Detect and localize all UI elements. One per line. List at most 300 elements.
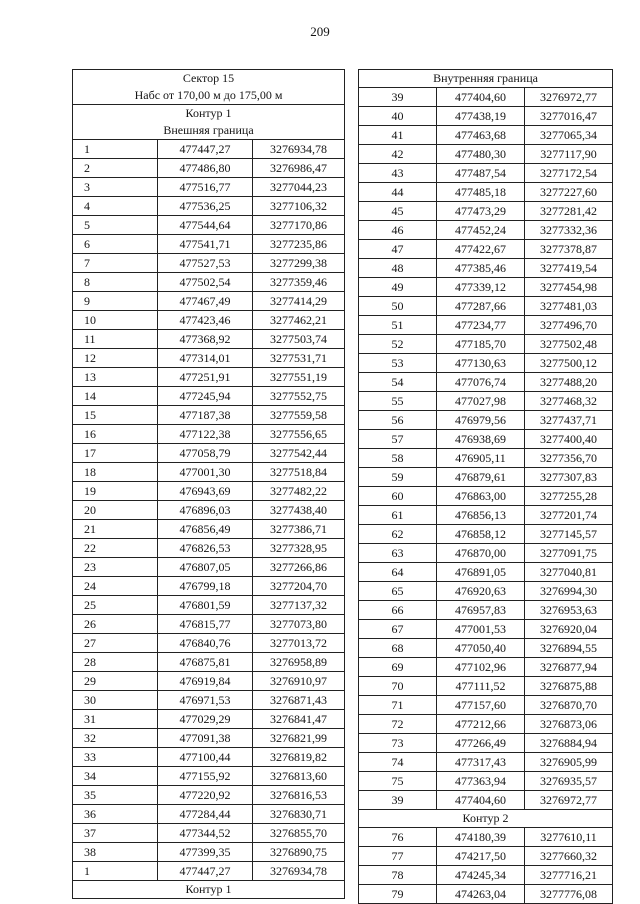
point-number-cell: 15 [73, 406, 158, 425]
x-coordinate-cell: 477463,68 [437, 126, 525, 145]
y-coordinate-cell: 3277227,60 [525, 183, 613, 202]
x-coordinate-cell: 476879,61 [437, 468, 525, 487]
x-coordinate-cell: 476920,63 [437, 582, 525, 601]
y-coordinate-cell: 3277552,75 [253, 387, 345, 406]
y-coordinate-cell: 3277481,03 [525, 297, 613, 316]
point-number-cell: 5 [73, 216, 158, 235]
table-row [359, 639, 613, 658]
point-number-cell: 46 [359, 221, 437, 240]
inner-boundary-header: Внутренняя граница [359, 70, 613, 88]
y-coordinate-cell: 3277503,74 [253, 330, 345, 349]
table-row [359, 126, 613, 145]
x-coordinate-cell: 477212,66 [437, 715, 525, 734]
y-coordinate-cell: 3276890,75 [253, 843, 345, 862]
x-coordinate-cell: 477485,18 [437, 183, 525, 202]
y-coordinate-cell: 3277356,70 [525, 449, 613, 468]
x-coordinate-cell: 477422,67 [437, 240, 525, 259]
coordinates-table-right [358, 69, 613, 904]
x-coordinate-cell: 477027,98 [437, 392, 525, 411]
table-row [359, 525, 613, 544]
x-coordinate-cell: 477284,44 [158, 805, 253, 824]
point-number-cell: 42 [359, 145, 437, 164]
point-number-cell: 65 [359, 582, 437, 601]
y-coordinate-cell: 3277013,72 [253, 634, 345, 653]
x-coordinate-cell: 477091,38 [158, 729, 253, 748]
point-number-cell: 17 [73, 444, 158, 463]
x-coordinate-cell: 477001,53 [437, 620, 525, 639]
x-coordinate-cell: 477447,27 [158, 862, 253, 881]
point-number-cell: 12 [73, 349, 158, 368]
point-number-cell: 30 [73, 691, 158, 710]
x-coordinate-cell: 476856,13 [437, 506, 525, 525]
point-number-cell: 23 [73, 558, 158, 577]
y-coordinate-cell: 3276894,55 [525, 639, 613, 658]
table-row [359, 658, 613, 677]
x-coordinate-cell: 477438,19 [437, 107, 525, 126]
point-number-cell: 58 [359, 449, 437, 468]
y-coordinate-cell: 3277332,36 [525, 221, 613, 240]
point-number-cell: 18 [73, 463, 158, 482]
table-row [359, 278, 613, 297]
table-row [73, 672, 345, 691]
point-number-cell: 55 [359, 392, 437, 411]
y-coordinate-cell: 3277266,86 [253, 558, 345, 577]
point-number-cell: 38 [73, 843, 158, 862]
x-coordinate-cell: 477234,77 [437, 316, 525, 335]
point-number-cell: 60 [359, 487, 437, 506]
table-row [73, 197, 345, 216]
table-row [359, 506, 613, 525]
point-number-cell: 40 [359, 107, 437, 126]
point-number-cell: 57 [359, 430, 437, 449]
table-row [73, 767, 345, 786]
point-number-cell: 45 [359, 202, 437, 221]
point-number-cell: 14 [73, 387, 158, 406]
table-row [73, 634, 345, 653]
table-row [359, 183, 613, 202]
table-row [73, 311, 345, 330]
table-row [73, 786, 345, 805]
table-row [73, 729, 345, 748]
table-row [73, 368, 345, 387]
y-coordinate-cell: 3276816,53 [253, 786, 345, 805]
y-coordinate-cell: 3277299,38 [253, 254, 345, 273]
point-number-cell: 9 [73, 292, 158, 311]
contour-footer-row [73, 881, 345, 899]
y-coordinate-cell: 3277414,29 [253, 292, 345, 311]
x-coordinate-cell: 476979,56 [437, 411, 525, 430]
x-coordinate-cell: 477157,60 [437, 696, 525, 715]
y-coordinate-cell: 3276958,89 [253, 653, 345, 672]
y-coordinate-cell: 3277201,74 [525, 506, 613, 525]
point-number-cell: 54 [359, 373, 437, 392]
point-number-cell: 68 [359, 639, 437, 658]
table-row [73, 216, 345, 235]
table-row [359, 316, 613, 335]
table-row [359, 563, 613, 582]
y-coordinate-cell: 3277106,32 [253, 197, 345, 216]
y-coordinate-cell: 3277400,40 [525, 430, 613, 449]
y-coordinate-cell: 3276841,47 [253, 710, 345, 729]
x-coordinate-cell: 477480,30 [437, 145, 525, 164]
x-coordinate-cell: 477502,54 [158, 273, 253, 292]
table-row [73, 235, 345, 254]
table-row [73, 330, 345, 349]
point-number-cell: 59 [359, 468, 437, 487]
point-number-cell: 20 [73, 501, 158, 520]
table-row [73, 520, 345, 539]
x-coordinate-cell: 477473,29 [437, 202, 525, 221]
point-number-cell: 39 [359, 791, 437, 810]
coordinates-table-left [72, 69, 345, 899]
table-row [73, 387, 345, 406]
y-coordinate-cell: 3277610,11 [525, 828, 613, 847]
sector-header-cell [73, 70, 345, 105]
x-coordinate-cell: 477404,60 [437, 88, 525, 107]
y-coordinate-cell: 3277531,71 [253, 349, 345, 368]
table-row [359, 828, 613, 847]
sector-range: Набс от 170,00 м до 175,00 м [134, 88, 283, 102]
x-coordinate-cell: 477122,38 [158, 425, 253, 444]
table-row [359, 620, 613, 639]
x-coordinate-cell: 476840,76 [158, 634, 253, 653]
x-coordinate-cell: 477155,92 [158, 767, 253, 786]
table-row [73, 425, 345, 444]
x-coordinate-cell: 476905,11 [437, 449, 525, 468]
table-row [73, 178, 345, 197]
point-number-cell: 76 [359, 828, 437, 847]
y-coordinate-cell: 3277091,75 [525, 544, 613, 563]
y-coordinate-cell: 3277716,21 [525, 866, 613, 885]
table-row [359, 430, 613, 449]
point-number-cell: 32 [73, 729, 158, 748]
point-number-cell: 69 [359, 658, 437, 677]
x-coordinate-cell: 476863,00 [437, 487, 525, 506]
point-number-cell: 24 [73, 577, 158, 596]
y-coordinate-cell: 3277145,57 [525, 525, 613, 544]
x-coordinate-cell: 477385,46 [437, 259, 525, 278]
x-coordinate-cell: 477187,38 [158, 406, 253, 425]
y-coordinate-cell: 3277500,12 [525, 354, 613, 373]
point-number-cell: 8 [73, 273, 158, 292]
point-number-cell: 44 [359, 183, 437, 202]
table-row [359, 601, 613, 620]
x-coordinate-cell: 477130,63 [437, 354, 525, 373]
table-row [73, 558, 345, 577]
table-row [359, 847, 613, 866]
contour-title: Контур 1 [185, 106, 232, 120]
y-coordinate-cell: 3277170,86 [253, 216, 345, 235]
point-number-cell: 31 [73, 710, 158, 729]
point-number-cell: 36 [73, 805, 158, 824]
point-number-cell: 74 [359, 753, 437, 772]
y-coordinate-cell: 3277556,65 [253, 425, 345, 444]
contour-footer: Контур 1 [73, 881, 345, 899]
point-number-cell: 22 [73, 539, 158, 558]
boundary-title: Внешняя граница [163, 123, 254, 137]
table-row [359, 107, 613, 126]
x-coordinate-cell: 474180,39 [437, 828, 525, 847]
y-coordinate-cell: 3277462,21 [253, 311, 345, 330]
x-coordinate-cell: 476896,03 [158, 501, 253, 520]
table-row [359, 259, 613, 278]
y-coordinate-cell: 3276884,94 [525, 734, 613, 753]
table-row [73, 653, 345, 672]
table-row [359, 145, 613, 164]
point-number-cell: 11 [73, 330, 158, 349]
x-coordinate-cell: 474263,04 [437, 885, 525, 904]
point-number-cell: 62 [359, 525, 437, 544]
x-coordinate-cell: 477251,91 [158, 368, 253, 387]
x-coordinate-cell: 477344,52 [158, 824, 253, 843]
table-row [359, 772, 613, 791]
table-row [73, 482, 345, 501]
y-coordinate-cell: 3276905,99 [525, 753, 613, 772]
y-coordinate-cell: 3277488,20 [525, 373, 613, 392]
x-coordinate-cell: 477486,80 [158, 159, 253, 178]
x-coordinate-cell: 477076,74 [437, 373, 525, 392]
point-number-cell: 2 [73, 159, 158, 178]
y-coordinate-cell: 3276813,60 [253, 767, 345, 786]
table-row [73, 862, 345, 881]
table-row [73, 596, 345, 615]
point-number-cell: 70 [359, 677, 437, 696]
point-number-cell: 67 [359, 620, 437, 639]
x-coordinate-cell: 476858,12 [437, 525, 525, 544]
x-coordinate-cell: 477050,40 [437, 639, 525, 658]
point-number-cell: 6 [73, 235, 158, 254]
table-row [359, 240, 613, 259]
sector-title: Сектор 15 [182, 71, 235, 85]
table-row [73, 805, 345, 824]
y-coordinate-cell: 3276935,57 [525, 772, 613, 791]
point-number-cell: 26 [73, 615, 158, 634]
point-number-cell: 1 [73, 140, 158, 159]
table-row [359, 544, 613, 563]
point-number-cell: 78 [359, 866, 437, 885]
table-row [73, 577, 345, 596]
y-coordinate-cell: 3277454,98 [525, 278, 613, 297]
y-coordinate-cell: 3277660,32 [525, 847, 613, 866]
point-number-cell: 79 [359, 885, 437, 904]
table-row [73, 444, 345, 463]
y-coordinate-cell: 3276910,97 [253, 672, 345, 691]
x-coordinate-cell: 477368,92 [158, 330, 253, 349]
point-number-cell: 61 [359, 506, 437, 525]
y-coordinate-cell: 3277419,54 [525, 259, 613, 278]
x-coordinate-cell: 477001,30 [158, 463, 253, 482]
x-coordinate-cell: 477314,01 [158, 349, 253, 368]
table-row [359, 297, 613, 316]
x-coordinate-cell: 477245,94 [158, 387, 253, 406]
page-number: 209 [310, 24, 330, 39]
table-row [73, 273, 345, 292]
y-coordinate-cell: 3277117,90 [525, 145, 613, 164]
table-row [73, 824, 345, 843]
y-coordinate-cell: 3277281,42 [525, 202, 613, 221]
x-coordinate-cell: 474217,50 [437, 847, 525, 866]
point-number-cell: 48 [359, 259, 437, 278]
y-coordinate-cell: 3276877,94 [525, 658, 613, 677]
y-coordinate-cell: 3277328,95 [253, 539, 345, 558]
y-coordinate-cell: 3277518,84 [253, 463, 345, 482]
point-number-cell: 39 [359, 88, 437, 107]
point-number-cell: 63 [359, 544, 437, 563]
point-number-cell: 72 [359, 715, 437, 734]
point-number-cell: 64 [359, 563, 437, 582]
table-row [359, 487, 613, 506]
table-row [359, 88, 613, 107]
y-coordinate-cell: 3277359,46 [253, 273, 345, 292]
point-number-cell: 13 [73, 368, 158, 387]
x-coordinate-cell: 477317,43 [437, 753, 525, 772]
y-coordinate-cell: 3277468,32 [525, 392, 613, 411]
y-coordinate-cell: 3276986,47 [253, 159, 345, 178]
table-row [73, 710, 345, 729]
x-coordinate-cell: 476938,69 [437, 430, 525, 449]
x-coordinate-cell: 476875,81 [158, 653, 253, 672]
y-coordinate-cell: 3276953,63 [525, 601, 613, 620]
point-number-cell: 7 [73, 254, 158, 273]
table-row [359, 753, 613, 772]
x-coordinate-cell: 476815,77 [158, 615, 253, 634]
table-row [73, 159, 345, 178]
y-coordinate-cell: 3276934,78 [253, 862, 345, 881]
y-coordinate-cell: 3276994,30 [525, 582, 613, 601]
point-number-cell: 34 [73, 767, 158, 786]
y-coordinate-cell: 3277255,28 [525, 487, 613, 506]
point-number-cell: 25 [73, 596, 158, 615]
table-row [359, 696, 613, 715]
x-coordinate-cell: 477487,54 [437, 164, 525, 183]
table-row [359, 791, 613, 810]
x-coordinate-cell: 476971,53 [158, 691, 253, 710]
y-coordinate-cell: 3277502,48 [525, 335, 613, 354]
x-coordinate-cell: 477399,35 [158, 843, 253, 862]
x-coordinate-cell: 477544,64 [158, 216, 253, 235]
table-row [73, 615, 345, 634]
point-number-cell: 35 [73, 786, 158, 805]
y-coordinate-cell: 3276819,82 [253, 748, 345, 767]
x-coordinate-cell: 476807,05 [158, 558, 253, 577]
y-coordinate-cell: 3276972,77 [525, 791, 613, 810]
table-row [359, 885, 613, 904]
table-row [73, 691, 345, 710]
x-coordinate-cell: 474245,34 [437, 866, 525, 885]
contour-2-header-row [359, 810, 613, 828]
point-number-cell: 56 [359, 411, 437, 430]
contour-header-cell [73, 105, 345, 140]
point-number-cell: 33 [73, 748, 158, 767]
table-row [359, 373, 613, 392]
table-row [359, 392, 613, 411]
table-row [359, 734, 613, 753]
table-row [73, 748, 345, 767]
x-coordinate-cell: 477100,44 [158, 748, 253, 767]
point-number-cell: 53 [359, 354, 437, 373]
point-number-cell: 52 [359, 335, 437, 354]
y-coordinate-cell: 3277073,80 [253, 615, 345, 634]
y-coordinate-cell: 3277496,70 [525, 316, 613, 335]
y-coordinate-cell: 3276920,04 [525, 620, 613, 639]
table-row [73, 463, 345, 482]
y-coordinate-cell: 3277542,44 [253, 444, 345, 463]
table-row [359, 202, 613, 221]
y-coordinate-cell: 3277044,23 [253, 178, 345, 197]
y-coordinate-cell: 3277040,81 [525, 563, 613, 582]
x-coordinate-cell: 477029,29 [158, 710, 253, 729]
point-number-cell: 29 [73, 672, 158, 691]
point-number-cell: 43 [359, 164, 437, 183]
table-row [73, 501, 345, 520]
y-coordinate-cell: 3276821,99 [253, 729, 345, 748]
y-coordinate-cell: 3277235,86 [253, 235, 345, 254]
x-coordinate-cell: 476856,49 [158, 520, 253, 539]
y-coordinate-cell: 3277065,34 [525, 126, 613, 145]
x-coordinate-cell: 477363,94 [437, 772, 525, 791]
point-number-cell: 1 [73, 862, 158, 881]
x-coordinate-cell: 477452,24 [437, 221, 525, 240]
x-coordinate-cell: 477527,53 [158, 254, 253, 273]
x-coordinate-cell: 477541,71 [158, 235, 253, 254]
x-coordinate-cell: 476919,84 [158, 672, 253, 691]
inner-boundary-header-row [359, 70, 613, 88]
y-coordinate-cell: 3276875,88 [525, 677, 613, 696]
x-coordinate-cell: 477467,49 [158, 292, 253, 311]
table-row [359, 411, 613, 430]
table-row [73, 406, 345, 425]
y-coordinate-cell: 3276855,70 [253, 824, 345, 843]
x-coordinate-cell: 476891,05 [437, 563, 525, 582]
x-coordinate-cell: 476870,00 [437, 544, 525, 563]
y-coordinate-cell: 3276873,06 [525, 715, 613, 734]
contour-header-row [73, 105, 345, 140]
point-number-cell: 28 [73, 653, 158, 672]
y-coordinate-cell: 3277776,08 [525, 885, 613, 904]
x-coordinate-cell: 477423,46 [158, 311, 253, 330]
point-number-cell: 19 [73, 482, 158, 501]
x-coordinate-cell: 476799,18 [158, 577, 253, 596]
y-coordinate-cell: 3277307,83 [525, 468, 613, 487]
y-coordinate-cell: 3276972,77 [525, 88, 613, 107]
point-number-cell: 49 [359, 278, 437, 297]
y-coordinate-cell: 3277482,22 [253, 482, 345, 501]
point-number-cell: 41 [359, 126, 437, 145]
x-coordinate-cell: 477185,70 [437, 335, 525, 354]
y-coordinate-cell: 3276830,71 [253, 805, 345, 824]
table-row [359, 221, 613, 240]
x-coordinate-cell: 477102,96 [437, 658, 525, 677]
y-coordinate-cell: 3277172,54 [525, 164, 613, 183]
y-coordinate-cell: 3276870,70 [525, 696, 613, 715]
table-row [359, 866, 613, 885]
x-coordinate-cell: 477536,25 [158, 197, 253, 216]
y-coordinate-cell: 3277551,19 [253, 368, 345, 387]
point-number-cell: 4 [73, 197, 158, 216]
table-row [73, 292, 345, 311]
y-coordinate-cell: 3277386,71 [253, 520, 345, 539]
y-coordinate-cell: 3277559,58 [253, 406, 345, 425]
x-coordinate-cell: 477058,79 [158, 444, 253, 463]
point-number-cell: 10 [73, 311, 158, 330]
point-number-cell: 66 [359, 601, 437, 620]
sector-header-row [73, 70, 345, 105]
point-number-cell: 71 [359, 696, 437, 715]
x-coordinate-cell: 477287,66 [437, 297, 525, 316]
table-row [73, 349, 345, 368]
x-coordinate-cell: 477220,92 [158, 786, 253, 805]
x-coordinate-cell: 477404,60 [437, 791, 525, 810]
